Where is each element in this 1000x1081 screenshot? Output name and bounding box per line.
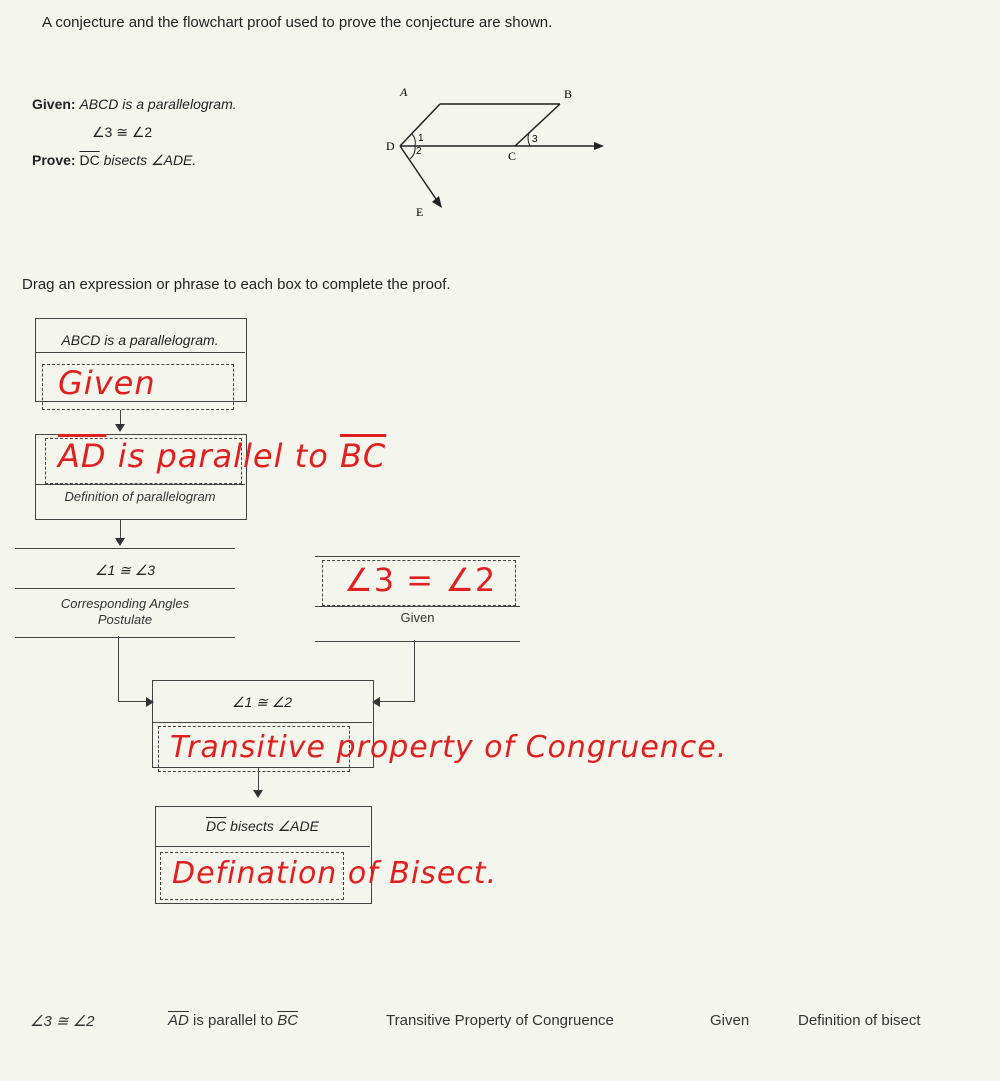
angle-2-arc [410,146,415,159]
step6-divider [155,846,370,847]
given-line [32,96,237,112]
step6-statement: $\overline{DC}$ bisects ∠ADE [206,818,319,834]
given-text: ABCD is a parallelogram. [79,96,237,112]
step3-divider [15,588,235,589]
bank-item-given[interactable]: Given [710,1012,750,1029]
step6-reason-handwritten: Defination of Bisect. [172,856,498,891]
instruction-text: Drag an expression or phrase to each box to complete the proof. [22,276,451,293]
step3-reason-line2: Postulate [97,612,153,627]
ray-dc-arrow [594,142,604,150]
step1-divider [35,352,245,353]
step4-reason: Given [400,610,435,625]
angle-1-arc [412,134,415,146]
bank-item-parallel-seg2: $\overline{BC}$ [277,1012,299,1029]
intro-text: A conjecture and the flowchart proof used to prove the conjecture are shown. [42,14,553,31]
ray-de-arrow [432,196,442,208]
angle-3-arc [528,133,530,146]
label-angle-3: 3 [532,134,538,145]
connector-2-3-arrow [115,538,125,546]
step2-divider [35,484,245,485]
step4-statement-handwritten: ∠3 = ∠2 [344,561,497,599]
bank-item-definition-bisect[interactable]: Definition of bisect [798,1012,921,1029]
prove-line [32,152,196,169]
connector-3-5-horizontal [118,701,148,702]
connector-4-5-horizontal [378,701,414,702]
label-c: C [508,149,517,163]
parallelogram-figure [330,82,620,222]
label-d: D [386,139,395,153]
bank-item-angle-congruence[interactable]: ∠3 ≅ ∠2 [30,1013,95,1030]
step1-reason-handwritten: Given [58,364,156,402]
connector-5-6-arrow [253,790,263,798]
label-angle-1: 1 [418,133,424,144]
step4-divider [315,606,520,607]
step1-statement: ABCD is a parallelogram. [61,332,219,348]
prove-label: Prove: [32,152,76,168]
step5-divider [152,722,372,723]
bank-item-parallel[interactable] [168,1012,298,1029]
connector-2-3 [120,520,121,540]
prove-segment: $\overline{DC}$ [79,152,100,168]
prove-text: bisects ∠ADE. [103,152,197,168]
step3-reason-line1: Corresponding Angles [60,596,190,611]
connector-3-5-vertical [118,636,119,702]
connector-1-2-arrow [115,424,125,432]
step2-reason: Definition of parallelogram [64,489,216,504]
step2-statement-handwritten: $\overline{AD}$ is parallel to $\overline{BC}$ [58,437,387,475]
given-label: Given: [32,96,76,112]
bank-item-parallel-seg1: $\overline{AD}$ [168,1012,189,1029]
bank-item-parallel-text: is parallel to [193,1012,274,1029]
label-e: E [416,205,424,219]
label-a: A [400,85,408,99]
given-angle: ∠3 ≅ ∠2 [92,124,153,140]
connector-5-6 [258,768,259,792]
step5-reason-handwritten: Transitive property of Congruence. [170,730,728,765]
bank-item-transitive[interactable]: Transitive Property of Congruence [386,1012,614,1029]
label-b: B [564,87,573,101]
step3-statement: ∠1 ≅ ∠3 [94,562,156,578]
step5-statement: ∠1 ≅ ∠2 [231,694,293,710]
connector-4-5-vertical [414,640,415,702]
step6-statement-text: bisects ∠ADE [230,818,319,834]
label-angle-2: 2 [416,146,422,157]
